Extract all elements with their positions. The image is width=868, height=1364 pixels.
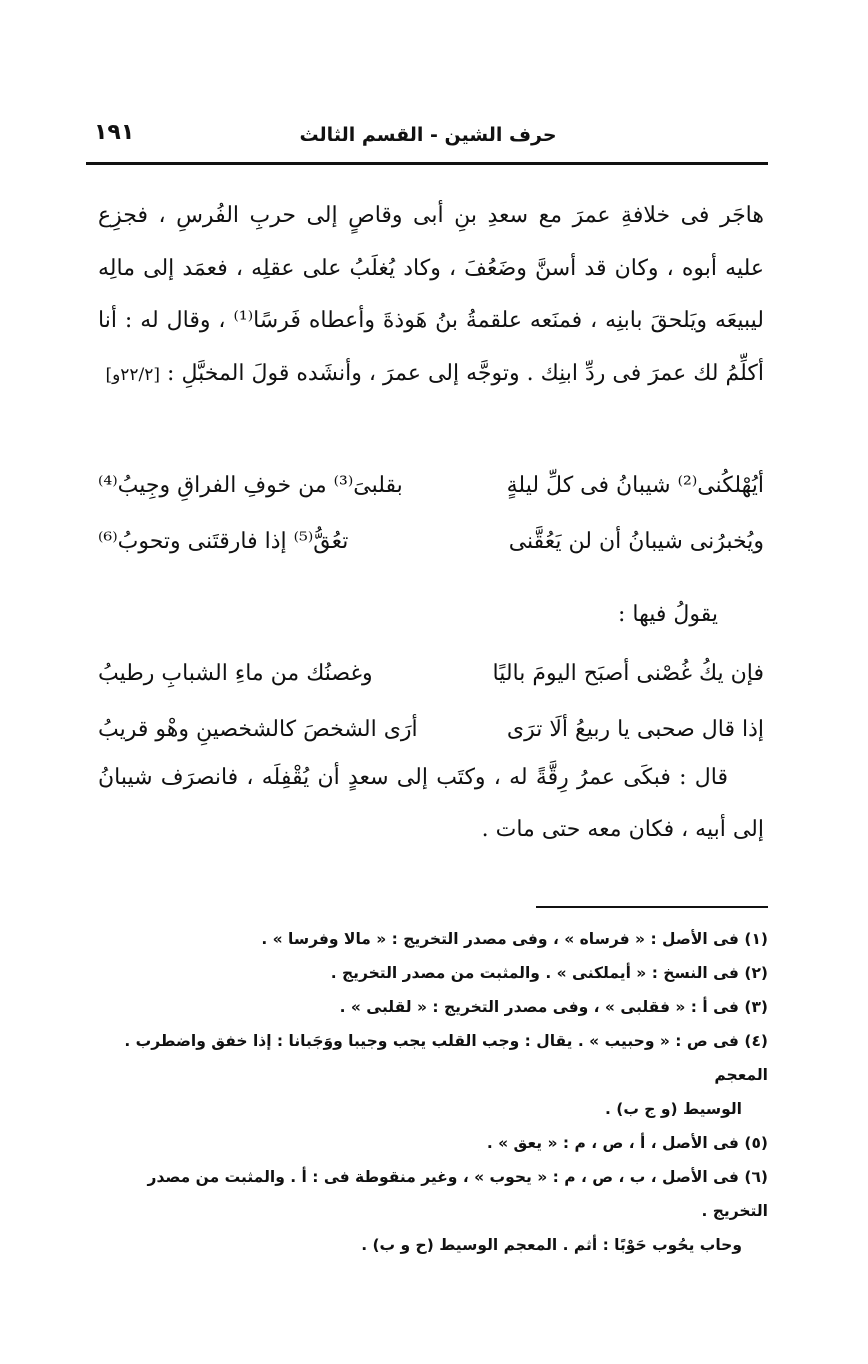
footnote-number: (٢) (744, 964, 768, 982)
verse-first-hemistich: فإن يكُ غُصْنى أصبَح اليومَ باليًا (492, 661, 764, 686)
poem-block-1 (98, 458, 764, 570)
footnotes (92, 922, 768, 1262)
verse-line (98, 458, 764, 514)
footnote-rule (536, 906, 768, 908)
verse-line (98, 646, 764, 702)
verse-second-hemistich: وغصنُك من ماءِ الشبابِ رطيبُ (98, 661, 373, 686)
page-header (88, 118, 768, 158)
footnote-number: (٦) (744, 1168, 768, 1186)
footnote (92, 1024, 768, 1126)
running-title: حرف الشين - القسم الثالث (299, 124, 557, 146)
footnote-continuation: وحاب يحُوب حَوْبًا : أثم . المعجم الوسيط (ح و ب) . (361, 1236, 742, 1254)
footnote-number: (٤) (744, 1032, 768, 1050)
paragraph-1 (98, 190, 764, 401)
footnote-text: فى أ : « فقلبى » ، وفى مصدر التخريج : « لقلبى » . (339, 998, 739, 1016)
closing-text: قال : فبكَى عمرُ رِقَّةً له ، وكتَب إلى سعدٍ أن يُقْفِلَه ، فانصرَف شيبانُ إلى أبيه ، فكان معه حتى مات . (98, 765, 764, 842)
footnote-text: فى النسخ : « أيملكنى » . والمثبت من مصدر التخريج . (330, 964, 739, 982)
margin-reference: [٢٢/٢و] (105, 364, 161, 385)
verse-first-hemistich: إذا قال صحبى يا ربيعُ ألَا ترَى (506, 717, 764, 742)
poem-intro: يقولُ فيها : (618, 602, 718, 627)
verse-second-hemistich: تعُقُّ⁽⁵⁾ إذا فارقتَنى وتحوبُ⁽⁶⁾ (98, 529, 349, 554)
verse-line (98, 702, 764, 758)
footnote-text: فى الأصل ، ب ، ص ، م : « يحوب » ، وغير منقوطة فى : أ . والمثبت من مصدر التخريج . (147, 1168, 768, 1220)
footnote-number: (١) (744, 930, 768, 948)
footnote-text: فى الأصل ، أ ، ص ، م : « يعق » . (486, 1134, 739, 1152)
footnote (92, 1160, 768, 1262)
footnote-number: (٣) (744, 998, 768, 1016)
poem-block-2 (98, 646, 764, 758)
verse-first-hemistich: أيُهْلكُنى⁽²⁾ شيبانُ فى كلِّ ليلةٍ (506, 473, 764, 498)
footnote-text: فى ص : « وحبيب » . يقال : وجب القلب يجب وجيبا ووَجَبانا : إذا خفق واضطرب . المعجم (124, 1032, 768, 1084)
verse-second-hemistich: بقلبىَ⁽³⁾ من خوفِ الفراقِ وجِيبُ⁽⁴⁾ (98, 473, 403, 498)
page-number: ١٩١ (94, 120, 135, 145)
verse-second-hemistich: أرَى الشخصَ كالشخصينِ وهْو قريبُ (98, 717, 418, 742)
verse-line (98, 514, 764, 570)
main-paragraph (98, 190, 764, 401)
footnote-text: فى الأصل : « فرساه » ، وفى مصدر التخريج : « مالا وفرسا » . (261, 930, 739, 948)
closing-paragraph (98, 752, 764, 856)
footnote-number: (٥) (744, 1134, 768, 1152)
paragraph-1-text: هاجَر فى خلافةِ عمرَ مع سعدِ بنِ أبى وقاصٍ إلى حربِ الفُرسِ ، فجزِع عليه أبوه ، وكان قد أسنَّ وضَعُفَ ، وكاد يُغلَبُ على عقلِه ، فعمَد إلى مالِه ليبيعَه ويَلحقَ بابنِه ، فمنَعه علقمةُ بنُ هَوذةَ وأعطاه فَرسًا⁽¹⁾ ، وقال له : أنا أكلِّمُ لك عمرَ فى ردِّ ابنِك . وتوجَّه إلى عمرَ ، وأنشَده قولَ المخبَّلِ : (98, 203, 765, 386)
footnote (92, 922, 768, 956)
footnote-continuation: الوسيط (و ج ب) . (604, 1100, 742, 1118)
header-rule (86, 162, 768, 165)
footnote (92, 1126, 768, 1160)
verse-first-hemistich: ويُخبرُنى شيبانُ أن لن يَعُقَّنى (508, 529, 764, 554)
footnote (92, 990, 768, 1024)
footnote (92, 956, 768, 990)
